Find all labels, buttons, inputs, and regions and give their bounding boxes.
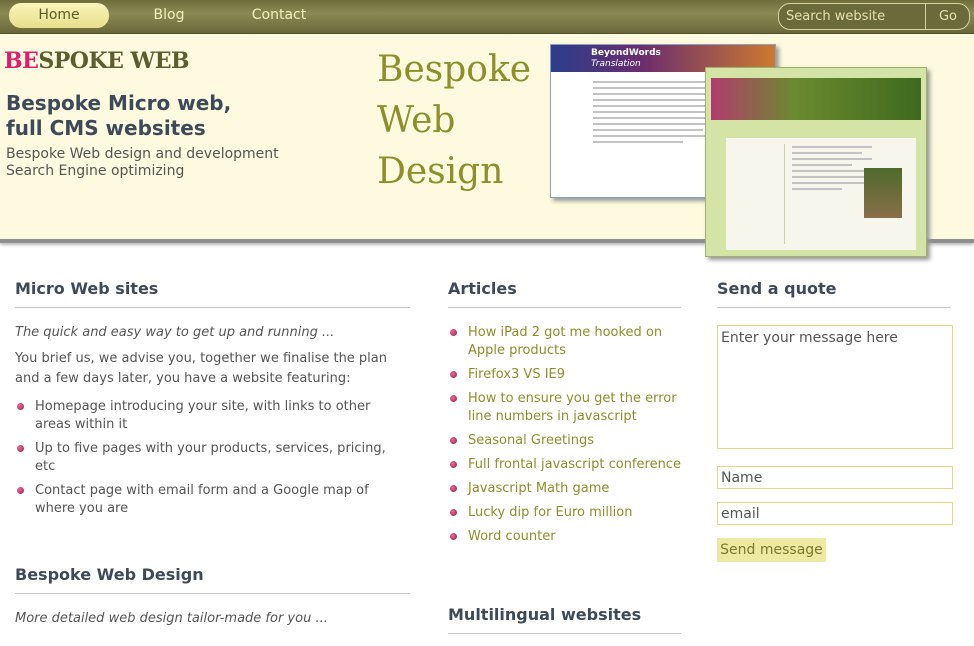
- screenshot-subtitle: Translation: [591, 59, 641, 69]
- nav-contact-link[interactable]: Contact: [251, 7, 307, 23]
- screenshot-header-image: [711, 78, 921, 120]
- quote-message-textarea[interactable]: [717, 325, 953, 449]
- logo-accent: BE: [4, 48, 39, 74]
- big-title-word2: Web: [377, 100, 456, 141]
- articles-list: [448, 324, 681, 546]
- search-input[interactable]: [779, 4, 921, 29]
- hero-banner: [0, 34, 974, 243]
- article-link[interactable]: How iPad 2 got me hooked on Apple products: [448, 324, 681, 360]
- articles-heading: Articles: [448, 279, 681, 308]
- article-link[interactable]: Lucky dip for Euro million: [448, 504, 681, 522]
- article-link[interactable]: Firefox3 VS IE9: [448, 366, 681, 384]
- big-title-word1: Bespoke: [377, 49, 532, 90]
- micro-websites-section: [15, 279, 410, 524]
- micro-paragraph: You brief us, we advise you, together we finalise the plan and a few days later, you have a website featuring:: [15, 351, 388, 386]
- article-link[interactable]: Word counter: [448, 528, 681, 546]
- search-go-button[interactable]: Go: [925, 4, 970, 29]
- quote-email-field[interactable]: [717, 502, 953, 525]
- micro-websites-heading: Micro Web sites: [15, 279, 410, 308]
- screenshot-photo: [864, 168, 902, 218]
- nav-home-link[interactable]: Home: [9, 3, 109, 28]
- article-link[interactable]: Javascript Math game: [448, 480, 681, 498]
- multilingual-section: [448, 605, 681, 634]
- bespoke-design-section: [15, 565, 410, 626]
- hero-title-line1: Bespoke Micro web,: [6, 91, 232, 115]
- micro-features-list: [15, 398, 410, 518]
- search-box: [778, 3, 970, 30]
- banner-big-title: [377, 44, 531, 197]
- article-link[interactable]: How to ensure you get the error line numbers in javascript: [448, 390, 681, 426]
- hero-description-line1: Bespoke Web design and development: [6, 146, 279, 162]
- portfolio-screenshot-garden-site: [705, 67, 927, 257]
- article-link[interactable]: Full frontal javascript conference: [448, 456, 681, 474]
- send-quote-heading: Send a quote: [717, 279, 951, 308]
- screenshot-brand: BeyondWords: [591, 48, 661, 58]
- send-quote-section: [717, 279, 951, 308]
- site-logo[interactable]: [4, 48, 189, 74]
- top-navigation-bar: [0, 0, 974, 34]
- send-message-button[interactable]: Send message: [717, 538, 826, 562]
- hero-description-line2: Search Engine optimizing: [6, 163, 185, 179]
- article-link[interactable]: Seasonal Greetings: [448, 432, 681, 450]
- nav-blog-link[interactable]: Blog: [153, 7, 185, 23]
- articles-section: [448, 279, 681, 552]
- hero-title-line2: full CMS websites: [6, 116, 206, 140]
- list-item: Homepage introducing your site, with links to other areas within it: [15, 398, 410, 434]
- big-title-word3: Design: [377, 151, 504, 192]
- bespoke-intro: More detailed web design tailor-made for you ...: [15, 611, 328, 626]
- list-item: Up to five pages with your products, services, pricing, etc: [15, 440, 410, 476]
- quote-name-field[interactable]: [717, 466, 953, 489]
- logo-text: SPOKE WEB: [38, 48, 190, 74]
- multilingual-heading: Multilingual websites: [448, 605, 681, 634]
- bespoke-design-heading: Bespoke Web Design: [15, 565, 410, 594]
- hero-title: [6, 91, 306, 141]
- micro-intro: The quick and easy way to get up and running ...: [15, 325, 335, 340]
- list-item: Contact page with email form and a Google map of where you are: [15, 482, 410, 518]
